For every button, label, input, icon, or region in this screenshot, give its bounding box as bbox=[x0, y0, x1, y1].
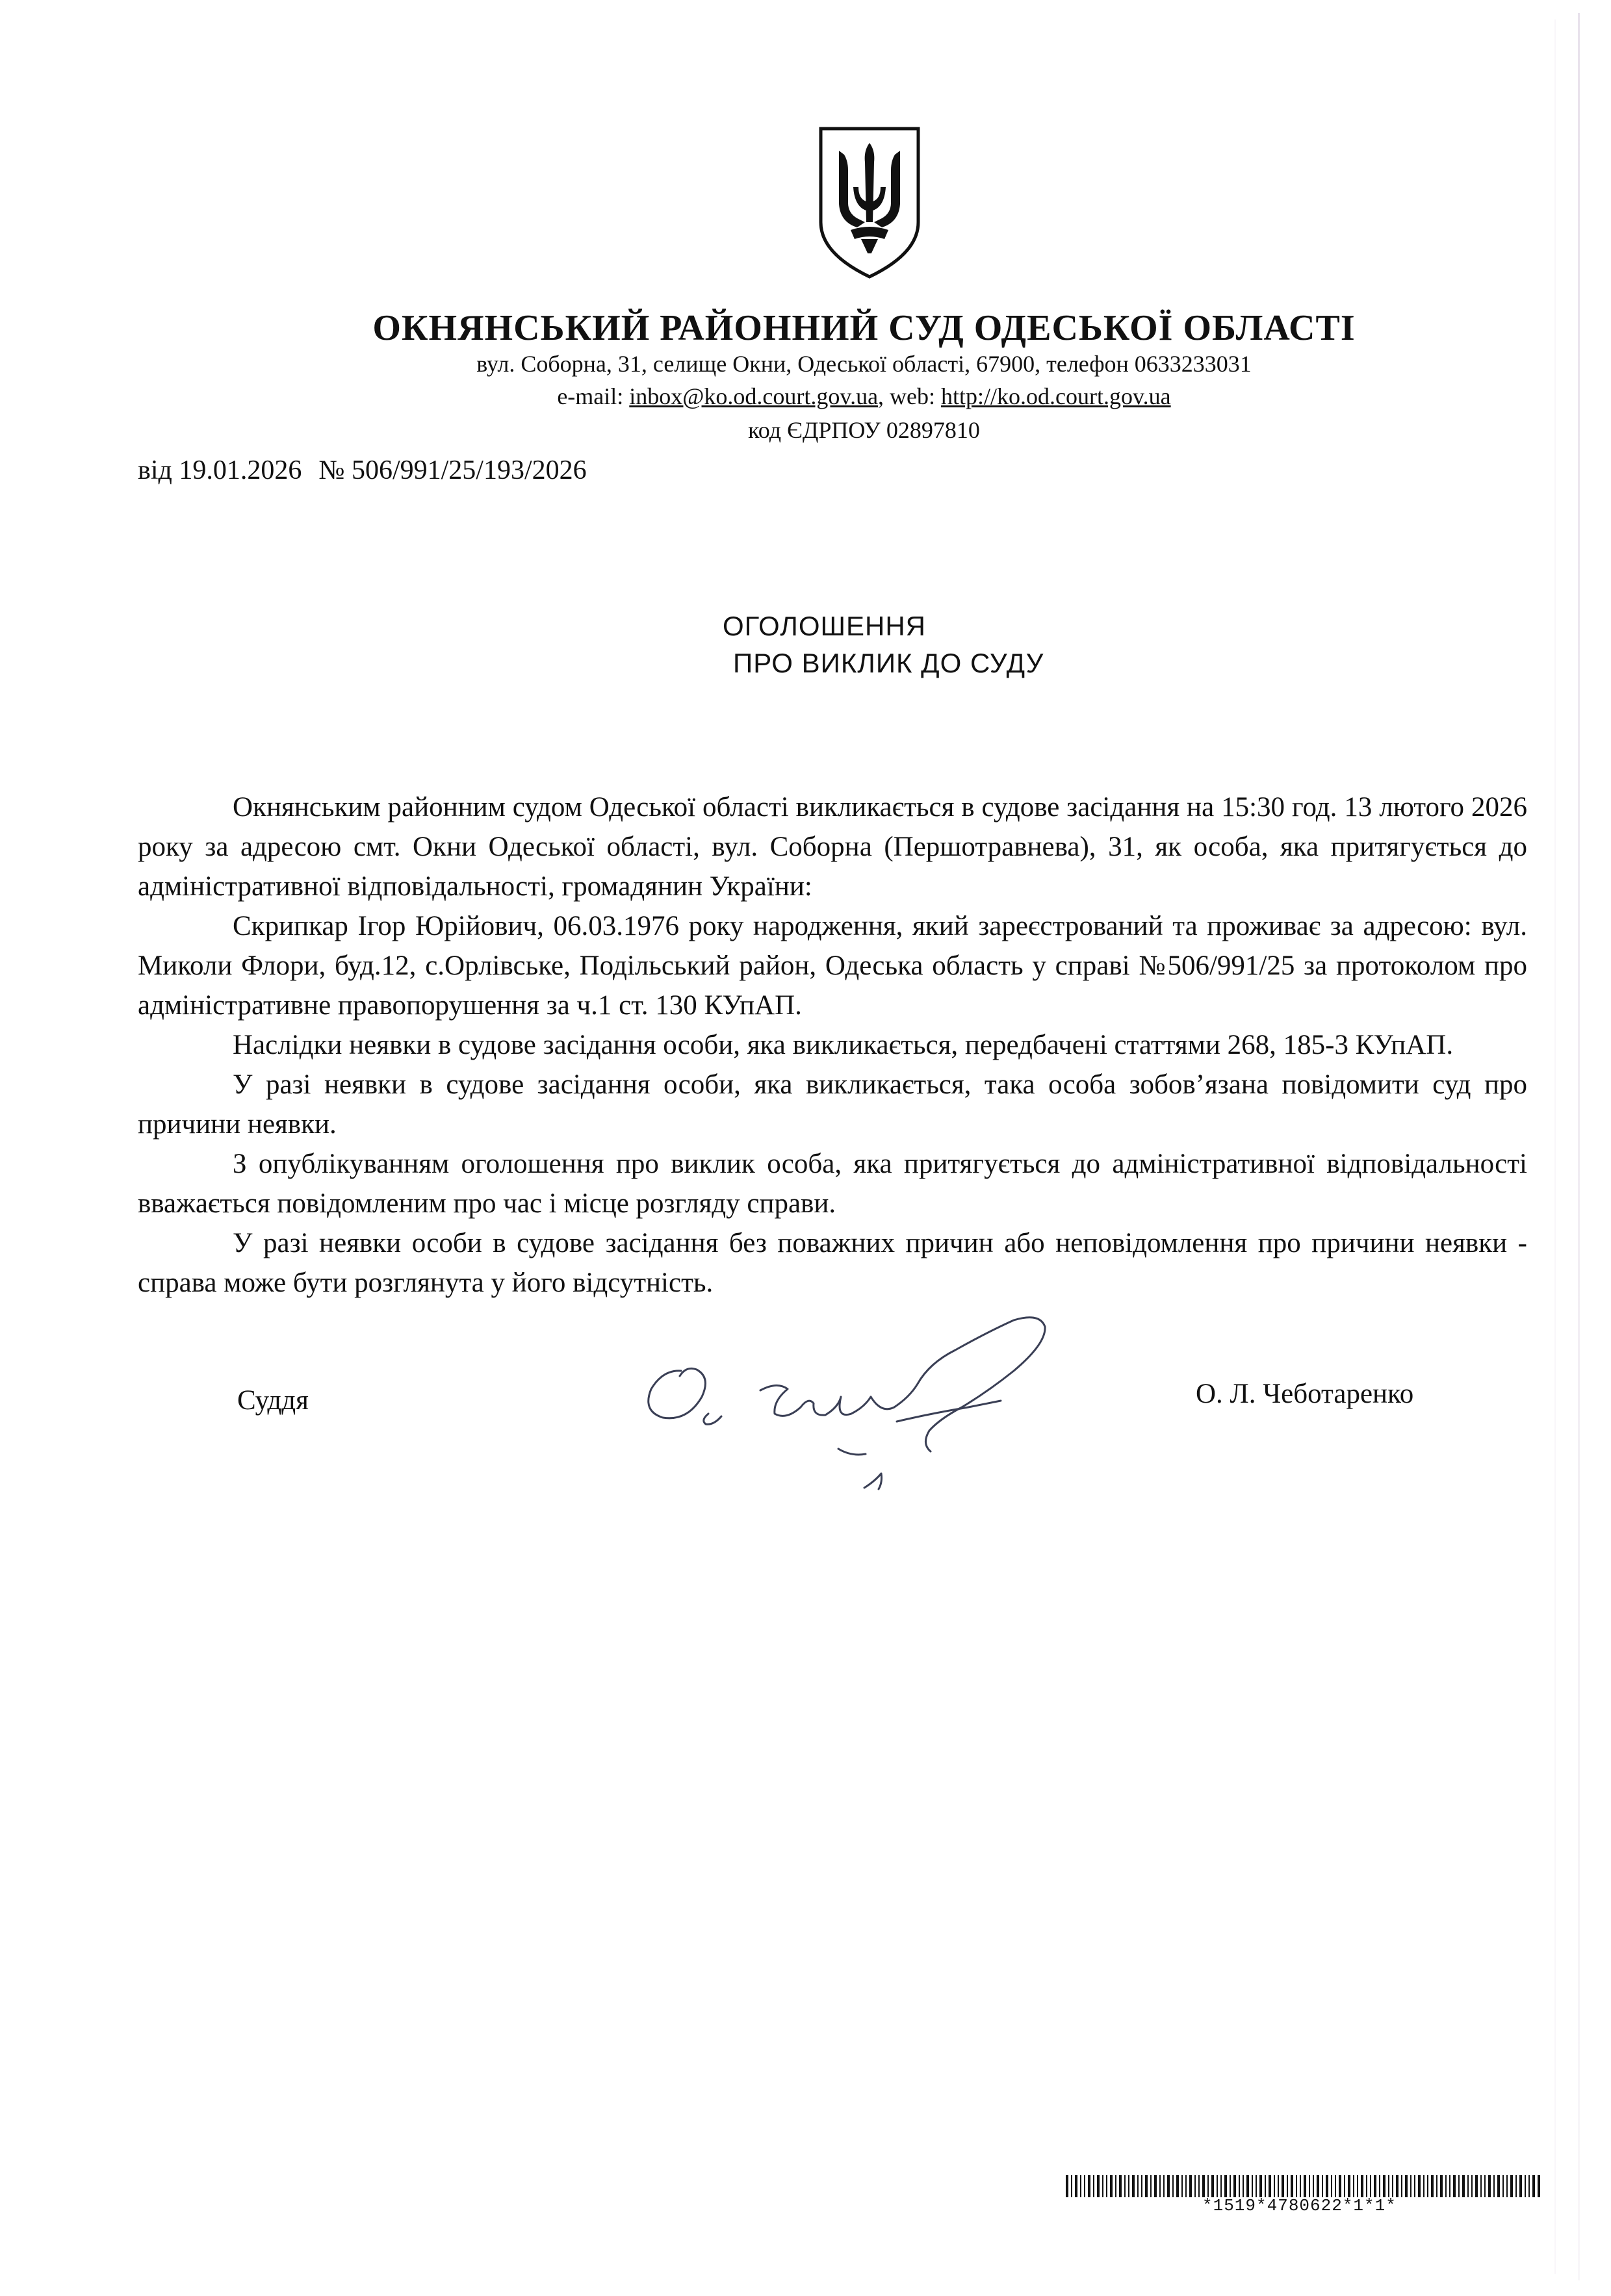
court-name: ОКНЯНСЬКИЙ РАЙОННИЙ СУД ОДЕСЬКОЇ ОБЛАСТІ bbox=[372, 308, 1356, 348]
notice-title: ОГОЛОШЕННЯ bbox=[723, 611, 926, 641]
edrpou-code: код ЄДРПОУ 02897810 bbox=[748, 417, 980, 443]
email-link[interactable]: inbox@ko.od.court.gov.ua bbox=[629, 383, 879, 409]
coat-of-arms-icon bbox=[814, 125, 925, 281]
document-number: № 506/991/25/193/2026 bbox=[318, 455, 587, 485]
email-label: e-mail: bbox=[557, 383, 630, 409]
body-paragraph: Окнянським районним судом Одеської області викликається в судове засідання на 15:30 год. 13 лютого 2026 року за адресою смт. Окни Одеської області, вул. Соборна (Першотравнева), 31, як особа, яка притягується до адміністративної відповідальності, громадянин України: bbox=[138, 792, 1527, 902]
court-contacts bbox=[0, 382, 1611, 411]
body-paragraph: У разі неявки в судове засідання особи, яка викликається, така особа зобов’язана повідомити суд про причини неявки. bbox=[138, 1069, 1527, 1140]
barcode-icon bbox=[1066, 2175, 1540, 2197]
body-paragraph: Скрипкар Ігор Юрійович, 06.03.1976 року народження, який зареєстрований та проживає за адресою: вул. Миколи Флори, буд.12, с.Орлівське, Подільський район, Одеська область у справі №506/991/25 за протоколом про адміністративне правопорушення за ч.1 ст. 130 КУпАП. bbox=[138, 911, 1527, 1021]
body-paragraph: У разі неявки особи в судове засідання без поважних причин або неповідомлення про причини неявки - справа може бути розглянута у його відсутність. bbox=[138, 1228, 1527, 1298]
body-paragraph: Наслідки неявки в судове засідання особи, яка викликається, передбачені статтями 268, 185-3 КУпАП. bbox=[233, 1030, 1454, 1060]
court-address: вул. Соборна, 31, селище Окни, Одеської області, 67900, телефон 0633233031 bbox=[476, 351, 1252, 377]
web-label: , web: bbox=[878, 383, 942, 409]
judge-role: Суддя bbox=[237, 1385, 309, 1416]
notice-subtitle: ПРО ВИКЛИК ДО СУДУ bbox=[733, 648, 1044, 678]
document-reference bbox=[138, 453, 587, 487]
web-link[interactable]: http://ko.od.court.gov.ua bbox=[941, 383, 1171, 409]
judge-name: О. Л. Чеботаренко bbox=[1196, 1379, 1414, 1409]
document-date: від 19.01.2026 bbox=[138, 455, 302, 485]
notice-body bbox=[138, 787, 1527, 1303]
body-paragraph: З опублікуванням оголошення про виклик особа, яка притягується до адміністративної відповідальності вважається повідомленим про час і місце розгляду справи. bbox=[138, 1149, 1527, 1219]
barcode-number: *1519*4780622*1*1* bbox=[1202, 2196, 1397, 2215]
handwritten-signature bbox=[624, 1293, 1092, 1520]
